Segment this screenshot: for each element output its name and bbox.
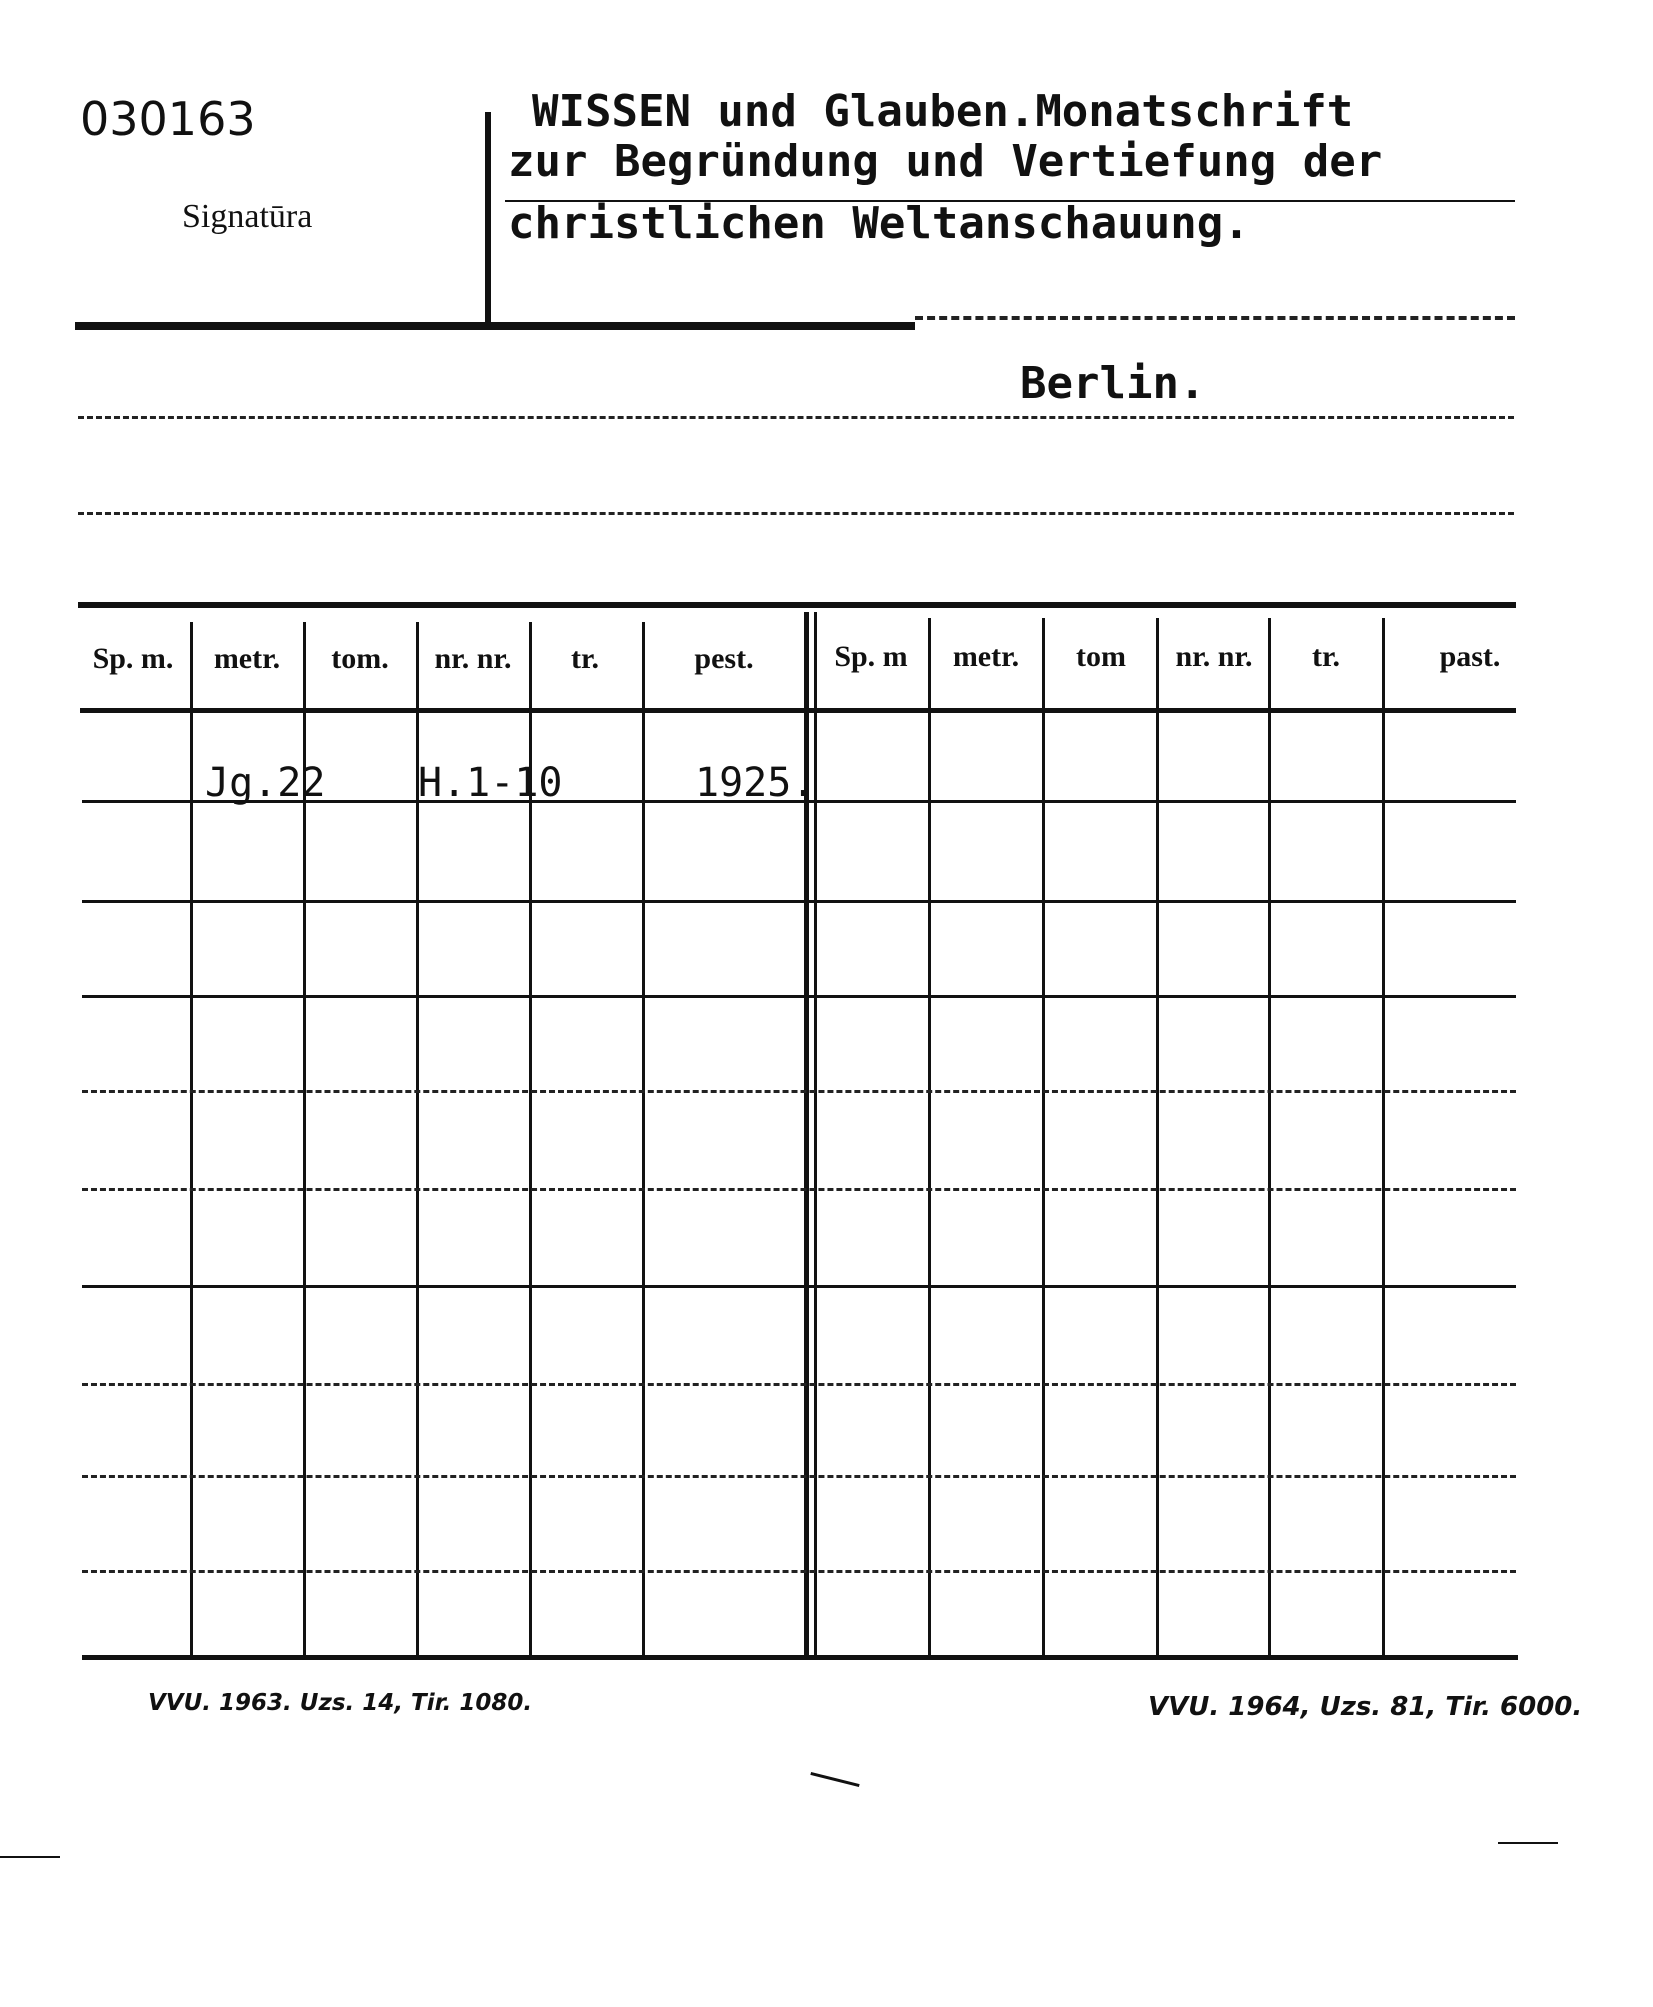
row-line [82, 1383, 1516, 1386]
row-line [82, 1570, 1516, 1573]
header-sp-m-right: Sp. m [834, 640, 908, 673]
row-line [82, 1188, 1516, 1191]
header-rule [75, 322, 915, 330]
row-line [82, 995, 1516, 998]
entry-metr: Jg.22 [205, 760, 326, 806]
row-line [82, 1285, 1516, 1288]
col-line [1042, 618, 1045, 1658]
table-top-rule [78, 602, 1516, 608]
header-past-right: past. [1439, 640, 1501, 673]
header-tr-right: tr. [1311, 640, 1341, 673]
header-tr: tr. [570, 642, 600, 675]
col-line [1268, 618, 1271, 1658]
table-header-rule [80, 708, 1516, 713]
header-pest: pest. [694, 642, 754, 675]
entry-pest: 1925. [695, 760, 816, 806]
title-line-1: WISSEN und Glauben.Monatschrift [532, 86, 1354, 137]
place: Berlin. [1020, 358, 1206, 409]
col-line [1382, 618, 1385, 1658]
header-metr: metr. [213, 642, 281, 675]
header-rule-dashed [915, 316, 1515, 320]
scan-mark [810, 1772, 859, 1787]
header-nr-nr: nr. nr. [434, 642, 512, 675]
signature-label: Signatūra [182, 198, 313, 235]
note-right: VVU. 1964, Uzs. 81, Tir. 6000. [1148, 1692, 1583, 1722]
note-left: VVU. 1963. Uzs. 14, Tir. 1080. [148, 1690, 533, 1716]
col-line [928, 618, 931, 1658]
title-line-3: christlichen Weltanschauung. [508, 198, 1250, 249]
header-tom-right: tom [1076, 640, 1126, 673]
header-metr-right: metr. [952, 640, 1020, 673]
col-line [642, 622, 645, 1657]
card-number: 030163 [80, 92, 256, 146]
header-sp-m: Sp. m. [92, 642, 174, 675]
row-line [82, 1475, 1516, 1478]
row-line [82, 900, 1516, 903]
title-line-2: zur Begründung und Vertiefung der [508, 136, 1383, 187]
row-line [82, 1090, 1516, 1093]
table-bottom-rule [82, 1655, 1518, 1660]
scan-mark [0, 1856, 60, 1858]
entry-nr: H.1-10 [418, 760, 563, 806]
col-line [190, 622, 193, 1657]
blank-line-1 [78, 416, 1514, 419]
col-line [1156, 618, 1159, 1658]
blank-line-2 [78, 512, 1514, 515]
header-divider [485, 112, 491, 322]
scan-mark [1498, 1842, 1558, 1844]
header-nr-nr-right: nr. nr. [1175, 640, 1253, 673]
header-tom: tom. [331, 642, 389, 675]
